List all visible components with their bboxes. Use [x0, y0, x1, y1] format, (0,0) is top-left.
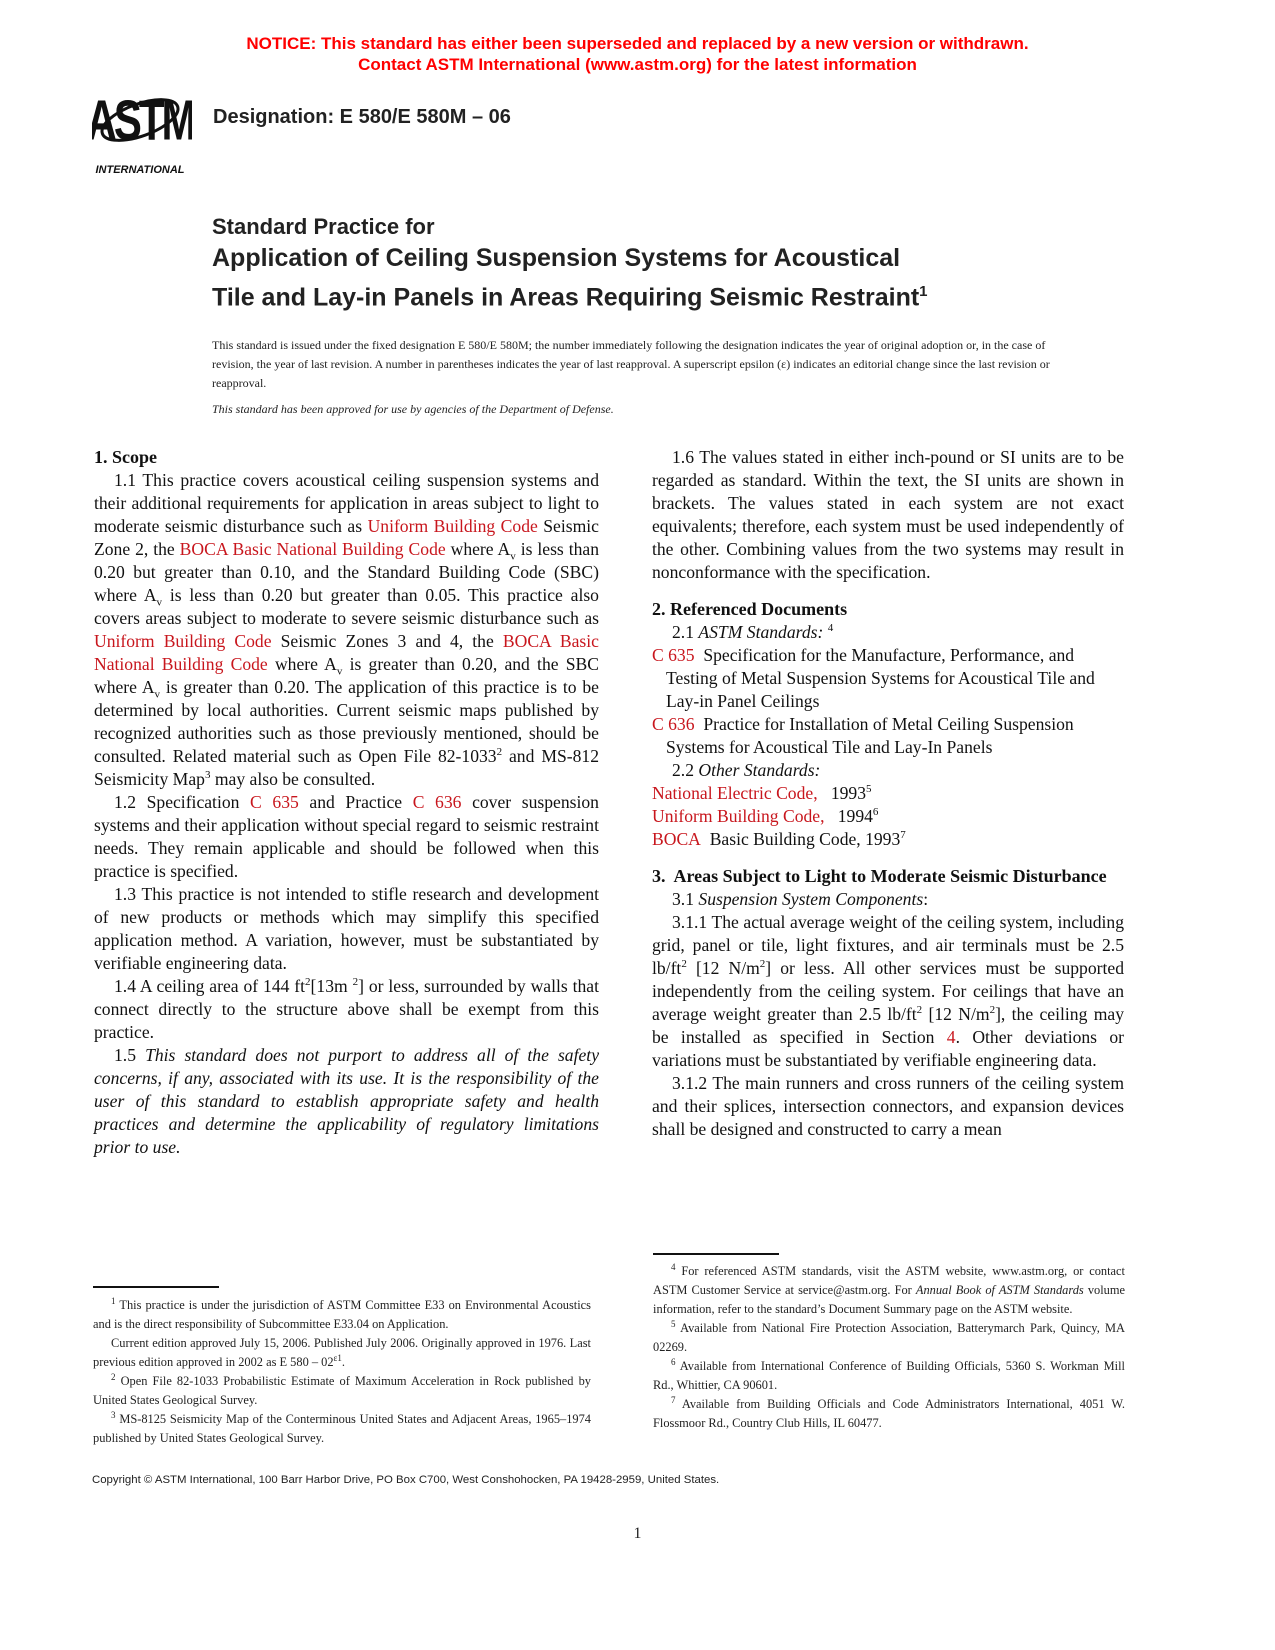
paragraph-1-2: 1.2 Specification C 635 and Practice C 636 cover suspension systems and their application without special regard to seismic restraint needs. They remain applicable and should be followed when this practice is specified.	[94, 792, 599, 881]
ref-item-c636: C 636 Practice for Installation of Metal Ceiling Suspension Systems for Acoustical Tile and Lay-In Panels	[652, 714, 1074, 757]
link-boca-ref[interactable]: BOCA	[652, 829, 701, 849]
footnote-4: $^4$ For referenced ASTM standards, visit the ASTM website, www.astm.org, or contact ASTM Customer Service at service@astm.org. For Annual Book of ASTM Standards volume information, refer to the standard’s Document Summary page on the ASTM website.	[653, 1261, 1125, 1316]
notice-line-2: Contact ASTM International (www.astm.org) for the latest information	[358, 55, 917, 74]
title-footnote-ref[interactable]: 1	[919, 283, 928, 300]
ref-item-ubc: Uniform Building Code, 1994$^6$	[652, 806, 879, 826]
supersession-notice	[0, 33, 1275, 75]
title-line-2: Application of Ceiling Suspension Systems for Acoustical	[212, 244, 901, 272]
footnote-5: $^5$ Available from National Fire Protection Association, Batterymarch Park, Quincy, MA 02269.	[653, 1318, 1125, 1354]
footnotes-left	[93, 1296, 591, 1448]
footnote-3: $^3$ MS-8125 Seismicity Map of the Conterminous United States and Adjacent Areas, 1965–1974 published by United States Geological Survey.	[93, 1409, 591, 1445]
ref-item-nec: National Electric Code, 1993$^5$	[652, 783, 872, 803]
footnote-ref-2[interactable]: 2	[496, 746, 503, 759]
designation: Designation: E 580/E 580M – 06	[213, 106, 511, 128]
document-title	[212, 212, 928, 314]
notice-line-1: NOTICE: This standard has either been superseded and replaced by a new version or withdrawn.	[246, 34, 1029, 53]
link-c635[interactable]: C 635	[250, 792, 299, 812]
footnote-6: $^6$ Available from International Conference of Building Officials, 5360 S. Workman Mill Rd., Whittier, CA 90601.	[653, 1356, 1125, 1392]
footnote-2: $^2$ Open File 82-1033 Probabilistic Estimate of Maximum Acceleration in Rock published by United States Geological Survey.	[93, 1371, 591, 1407]
footnote-divider-left	[93, 1286, 219, 1288]
link-ref-c635[interactable]: C 635	[652, 645, 695, 665]
link-section-4[interactable]: 4	[946, 1027, 956, 1047]
link-boca-code[interactable]: BOCA Basic National Building Code	[179, 539, 446, 559]
paragraph-1-3: 1.3 This practice is not intended to stifle research and development of new products or methods which may simplify this specified application method. A variation, however, must be substantiated by verifiable engineering data.	[94, 884, 599, 973]
link-uniform-building-code[interactable]: Uniform Building Code	[367, 516, 538, 536]
copyright-line: Copyright © ASTM International, 100 Barr Harbor Drive, PO Box C700, West Conshohocken, PA 19428-2959, United States.	[92, 1474, 720, 1486]
paragraph-2-1: 2.1 ASTM Standards: $^4$	[672, 622, 834, 642]
footnote-ref-3[interactable]: 3	[204, 769, 211, 782]
link-national-electric-code[interactable]: National Electric Code,	[652, 783, 818, 803]
paragraph-3-1: 3.1 Suspension System Components:	[672, 889, 929, 909]
footnote-1-edition: Current edition approved July 15, 2006. Published July 2006. Originally approved in 1976. Last previous edition approved in 2002 as E $580 - 02^{\varepsilon 1}$.	[93, 1336, 591, 1369]
paragraph-3-1-2: 3.1.2 The main runners and cross runners of the ceiling system and their splices, intersection connectors, and expansion devices shall be designed and constructed to carry a mean	[652, 1073, 1124, 1139]
footnote-ref-4[interactable]: 4	[827, 622, 834, 635]
footnote-divider-right	[653, 1253, 779, 1255]
dod-approval-note: This standard has been approved for use by agencies of the Department of Defense.	[212, 402, 614, 416]
section-2-heading: 2. Referenced Documents	[652, 599, 848, 619]
footnotes-right	[653, 1262, 1125, 1433]
paragraph-3-1-1: 3.1.1 The actual average weight of the ceiling system, including grid, panel or tile, light fixtures, and air terminals must be 2.5 $lb/ft^2$ [12 $N/m^2$] or less. All other services must be supported independently from the ceiling system. For ceilings that have an average weight greater than 2.5 $lb/ft^2$ [12 $N/m^2$], the ceiling may be installed as specified in Section 4. Other deviations or variations must be substantiated by verifiable engineering data.	[652, 912, 1124, 1070]
right-column	[652, 446, 1124, 1141]
page-number: 1	[633, 1525, 642, 1542]
paragraph-1-4: 1.4 A ceiling area of 144 $ft^2[13m$ $^2$] or less, surrounded by walls that connect directly to the structure above shall be exempt from this practice.	[94, 976, 599, 1042]
paragraph-1-6: 1.6 The values stated in either inch-pound or SI units are to be regarded as standard. Within the text, the SI units are shown in brackets. The values stated in each system are not exact equivalents; therefore, each system must be used independently of the other. Combining values from the two systems may result in nonconformance with the specification.	[652, 447, 1124, 582]
link-boca-code-2[interactable]: BOCA Basic National Building Code	[94, 631, 599, 674]
astm-logo-icon	[92, 80, 192, 180]
link-ref-c636[interactable]: C 636	[652, 714, 695, 734]
section-1-heading: 1. Scope	[94, 447, 157, 467]
footnote-7: $^7$ Available from Building Officials and Code Administrators International, 4051 W. Flossmoor Rd., Country Club Hills, IL 60477.	[653, 1394, 1125, 1430]
ref-item-boca: BOCA Basic Building Code, 1993$^7$	[652, 829, 906, 849]
title-line-3: Tile and Lay-in Panels in Areas Requiring Seismic Restraint$^1$	[212, 283, 928, 312]
title-line-1: Standard Practice for	[212, 214, 435, 239]
ref-item-c635: C 635 Specification for the Manufacture, Performance, and Testing of Metal Suspension Systems for Acoustical Tile and Lay-in Panel Ceilings	[652, 645, 1095, 711]
link-c636[interactable]: C 636	[412, 792, 462, 812]
link-uniform-building-code-2[interactable]: Uniform Building Code	[94, 631, 272, 651]
paragraph-1-5: 1.5 This standard does not purport to address all of the safety concerns, if any, associated with its use. It is the responsibility of the user of this standard to establish appropriate safety and health practices and determine the applicability of regulatory limitations prior to use.	[94, 1045, 600, 1157]
svg-text:ASTM: ASTM	[92, 88, 192, 152]
svg-text:INTERNATIONAL: INTERNATIONAL	[95, 164, 185, 176]
section-3-heading: 3. Areas Subject to Light to Moderate Seismic Disturbance	[652, 866, 1107, 886]
astm-logo	[92, 80, 192, 180]
paragraph-1-1: 1.1 This practice covers acoustical ceiling suspension systems and their additional requirements for application in areas subject to light to moderate seismic disturbance such as Uniform Building Code Seismic Zone 2, the BOCA Basic National Building Code where $A_v$ is less than 0.20 but greater than 0.10, and the Standard Building Code (SBC) where $A_v$ is less than 0.20 but greater than 0.05. This practice also covers areas subject to moderate to severe seismic disturbance such as Uniform Building Code Seismic Zones 3 and 4, the BOCA Basic National Building Code where $A_v$ is greater than 0.20, and the SBC where $A_v$ is greater than 0.20. The application of this practice is to be determined by local authorities. Current seismic maps published by recognized authorities such as those previously mentioned, should be consulted. Related material such as Open File 82-1033$^2$ and MS-812 Seismicity Map$^3$ may also be consulted.	[94, 470, 600, 789]
paragraph-2-2: 2.2 Other Standards:	[672, 760, 821, 780]
link-uniform-building-code-ref[interactable]: Uniform Building Code,	[652, 806, 825, 826]
left-column	[94, 446, 599, 1159]
footnote-1: $^1$ This practice is under the jurisdiction of ASTM Committee E33 on Environmental Acoustics and is the direct responsibility of Subcommittee E33.04 on Application.	[93, 1295, 591, 1331]
issue-note: This standard is issued under the fixed designation E 580/E 580M; the number immediately following the designation indicates the year of original adoption or, in the case of revision, the year of last revision. A number in parentheses indicates the year of last reapproval. A superscript epsilon (ε) indicates an editorial change since the last revision or reapproval.	[212, 338, 1050, 390]
